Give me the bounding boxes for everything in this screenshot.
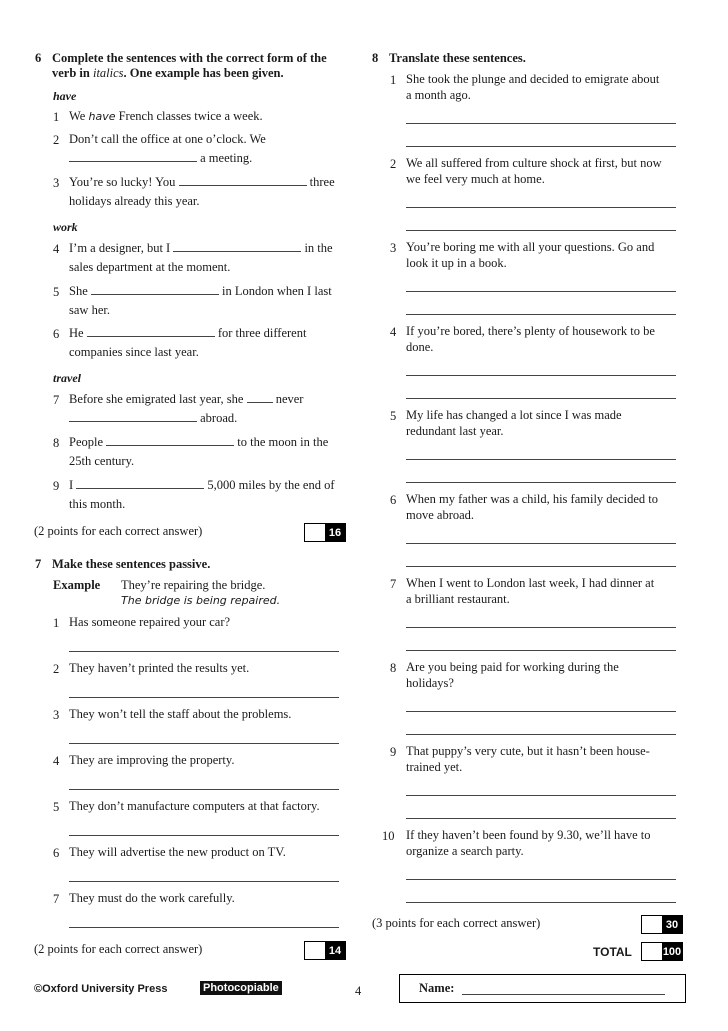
text: trained yet. — [406, 759, 463, 774]
text: He — [69, 326, 87, 340]
question-number: 2 — [53, 133, 60, 147]
question-6-4 — [69, 239, 349, 277]
answer-line[interactable] — [69, 927, 339, 928]
text: look it up in a book. — [406, 255, 507, 270]
text: verb in — [52, 66, 93, 80]
text: 7 — [53, 892, 60, 906]
text: French classes twice a week. — [115, 109, 263, 123]
answer-line[interactable] — [69, 789, 339, 790]
name-input-line[interactable] — [462, 994, 665, 995]
text: 6 — [53, 846, 60, 860]
answer-line[interactable] — [406, 207, 676, 208]
answer-blank[interactable] — [69, 411, 197, 422]
question-number: 3 — [53, 176, 60, 190]
text: 1 — [390, 73, 397, 87]
exercise-6-number: 6 — [35, 51, 42, 65]
name-label: Name: — [419, 981, 455, 995]
copyright-notice: ©Oxford University Press — [34, 983, 168, 995]
text: 3 — [53, 708, 60, 722]
score-max: 30 — [662, 916, 682, 933]
text: in the — [301, 241, 333, 255]
answer-line[interactable] — [69, 835, 339, 836]
text: move abroad. — [406, 507, 475, 522]
points-note-8: (3 points for each correct answer) — [372, 916, 541, 930]
instructions-line-2 — [52, 66, 352, 81]
text: three — [306, 175, 335, 189]
text: 3 — [390, 241, 397, 255]
answer-line[interactable] — [406, 650, 676, 651]
question-6-7 — [69, 390, 349, 428]
text: . One example has been given. — [123, 66, 284, 80]
exercise-7-instructions: Make these sentences passive. — [52, 557, 211, 571]
text: When my father was a child, his family decided to — [406, 492, 659, 506]
text: I’m a designer, but I — [69, 241, 174, 255]
score-box-7[interactable] — [304, 941, 346, 960]
score-entry[interactable] — [305, 942, 325, 959]
score-box-8[interactable] — [641, 915, 683, 934]
answer-line[interactable] — [406, 879, 676, 880]
text: Has someone repaired your car? — [69, 615, 231, 629]
text: You’re so lucky! You — [69, 175, 179, 189]
question-6-1 — [69, 107, 263, 126]
total-score-box[interactable] — [641, 942, 683, 961]
text: never — [272, 392, 304, 406]
text: 25th century. — [69, 454, 135, 468]
answer-line[interactable] — [406, 543, 676, 544]
instructions-line-1: Complete the sentences with the correct form of the — [52, 51, 327, 65]
points-note-6: (2 points for each correct answer) — [34, 524, 203, 538]
answer-line[interactable] — [69, 697, 339, 698]
text: They will advertise the new product on TV. — [69, 845, 286, 859]
text: 5 — [390, 409, 397, 423]
example-label: Example — [53, 578, 101, 592]
verb-label-have: have — [53, 89, 77, 103]
score-max: 14 — [325, 942, 345, 959]
text: If they haven’t been found by 9.30, we’ll have to — [406, 828, 651, 842]
text: 9 — [390, 745, 397, 759]
exercise-6-instructions — [52, 51, 352, 81]
photocopiable-badge: Photocopiable — [200, 981, 282, 995]
answer-blank[interactable] — [91, 284, 219, 295]
answer-line[interactable] — [69, 651, 339, 652]
answer-line[interactable] — [406, 459, 676, 460]
answer-line[interactable] — [406, 375, 676, 376]
text: She took the plunge and decided to emigrate about — [406, 72, 660, 86]
score-max: 16 — [325, 524, 345, 541]
score-entry[interactable] — [642, 943, 662, 960]
exercise-8-instructions: Translate these sentences. — [389, 51, 526, 65]
text: I — [69, 478, 77, 492]
text: 4 — [390, 325, 397, 339]
text: If you’re bored, there’s plenty of housework to be — [406, 324, 655, 338]
text: to the moon in the — [234, 435, 329, 449]
text: a month ago. — [406, 87, 471, 102]
text: abroad. — [197, 411, 238, 425]
text: italics — [92, 66, 124, 80]
answer-blank[interactable] — [247, 392, 273, 403]
text: They must do the work carefully. — [69, 891, 235, 905]
question-6-2 — [69, 130, 349, 168]
answer-line[interactable] — [406, 818, 676, 819]
example-sentence: They’re repairing the bridge. — [121, 578, 266, 592]
text: a brilliant restaurant. — [406, 591, 510, 606]
text: a meeting. — [197, 151, 253, 165]
answer-line[interactable] — [406, 566, 676, 567]
verb-label-work: work — [53, 220, 78, 234]
text: 8 — [390, 661, 397, 675]
exercise-7-number: 7 — [35, 557, 42, 571]
text: we feel very much at home. — [406, 171, 545, 186]
text: 2 — [390, 157, 397, 171]
text: done. — [406, 339, 434, 354]
text: sales department at the moment. — [69, 260, 231, 274]
text: Before she emigrated last year, she — [69, 392, 247, 406]
answer-blank[interactable] — [69, 151, 197, 162]
text: Are you being paid for working during the — [406, 660, 619, 674]
text: 5 — [53, 800, 60, 814]
text: 6 — [390, 493, 397, 507]
text: They don’t manufacture computers at that factory. — [69, 799, 320, 813]
answer-line[interactable] — [406, 230, 676, 231]
exercise-8-number: 8 — [372, 51, 379, 65]
score-box-6[interactable] — [304, 523, 346, 542]
name-box — [399, 974, 686, 1003]
text: 1 — [53, 616, 60, 630]
question-number: 1 — [53, 110, 60, 124]
text: They are improving the property. — [69, 753, 235, 767]
verb-label-travel: travel — [53, 371, 81, 385]
answer-line[interactable] — [406, 711, 676, 712]
score-entry[interactable] — [642, 916, 662, 933]
question-number: 4 — [53, 242, 60, 256]
example-answer: have — [88, 110, 116, 123]
answer-blank[interactable] — [106, 435, 234, 446]
question-6-8 — [69, 433, 349, 471]
answer-line[interactable] — [69, 881, 339, 882]
question-number: 9 — [53, 479, 60, 493]
answer-line[interactable] — [406, 314, 676, 315]
answer-line[interactable] — [406, 795, 676, 796]
answer-line[interactable] — [406, 734, 676, 735]
total-label: TOTAL — [593, 945, 632, 959]
text: 4 — [53, 754, 60, 768]
text: That puppy’s very cute, but it hasn’t been house- — [406, 744, 650, 758]
text: 5,000 miles by the end of — [204, 478, 335, 492]
text: for three different — [214, 326, 307, 340]
question-number: 7 — [53, 393, 60, 407]
question-number: 8 — [53, 436, 60, 450]
question-number: 5 — [53, 285, 60, 299]
question-6-5 — [69, 282, 349, 320]
text: organize a search party. — [406, 843, 524, 858]
text: holidays? — [406, 675, 454, 690]
answer-line[interactable] — [406, 123, 676, 124]
answer-blank[interactable] — [179, 175, 307, 186]
answer-line[interactable] — [406, 482, 676, 483]
text: companies since last year. — [69, 345, 199, 359]
question-6-3 — [69, 173, 349, 211]
question-number: 6 — [53, 327, 60, 341]
answer-line[interactable] — [69, 743, 339, 744]
text: 2 — [53, 662, 60, 676]
text: this month. — [69, 497, 126, 511]
text: People — [69, 435, 107, 449]
page-number: 4 — [355, 984, 362, 998]
text: We — [69, 109, 89, 123]
example-answer: The bridge is being repaired. — [121, 594, 281, 607]
text: 10 — [382, 829, 395, 843]
text: holidays already this year. — [69, 194, 200, 208]
text: redundant last year. — [406, 423, 504, 438]
text: You’re boring me with all your questions. Go and — [406, 240, 655, 254]
answer-line[interactable] — [406, 146, 676, 147]
answer-line[interactable] — [406, 291, 676, 292]
text: They haven’t printed the results yet. — [69, 661, 250, 675]
text: When I went to London last week, I had dinner at — [406, 576, 655, 590]
answer-line[interactable] — [406, 902, 676, 903]
question-6-6 — [69, 324, 349, 362]
text: They won’t tell the staff about the problems. — [69, 707, 292, 721]
text: Don’t call the office at one o’clock. We — [69, 132, 266, 146]
text: in London when I last — [218, 284, 332, 298]
text: She — [69, 284, 91, 298]
score-entry[interactable] — [305, 524, 325, 541]
text: We all suffered from culture shock at first, but now — [406, 156, 662, 170]
text: My life has changed a lot since I was made — [406, 408, 622, 422]
points-note-7: (2 points for each correct answer) — [34, 942, 203, 956]
answer-blank[interactable] — [87, 326, 215, 337]
answer-line[interactable] — [406, 627, 676, 628]
question-6-9 — [69, 476, 349, 514]
answer-line[interactable] — [406, 398, 676, 399]
text: 7 — [390, 577, 397, 591]
answer-blank[interactable] — [173, 241, 301, 252]
answer-blank[interactable] — [76, 478, 204, 489]
total-max: 100 — [662, 943, 682, 960]
text: saw her. — [69, 303, 110, 317]
